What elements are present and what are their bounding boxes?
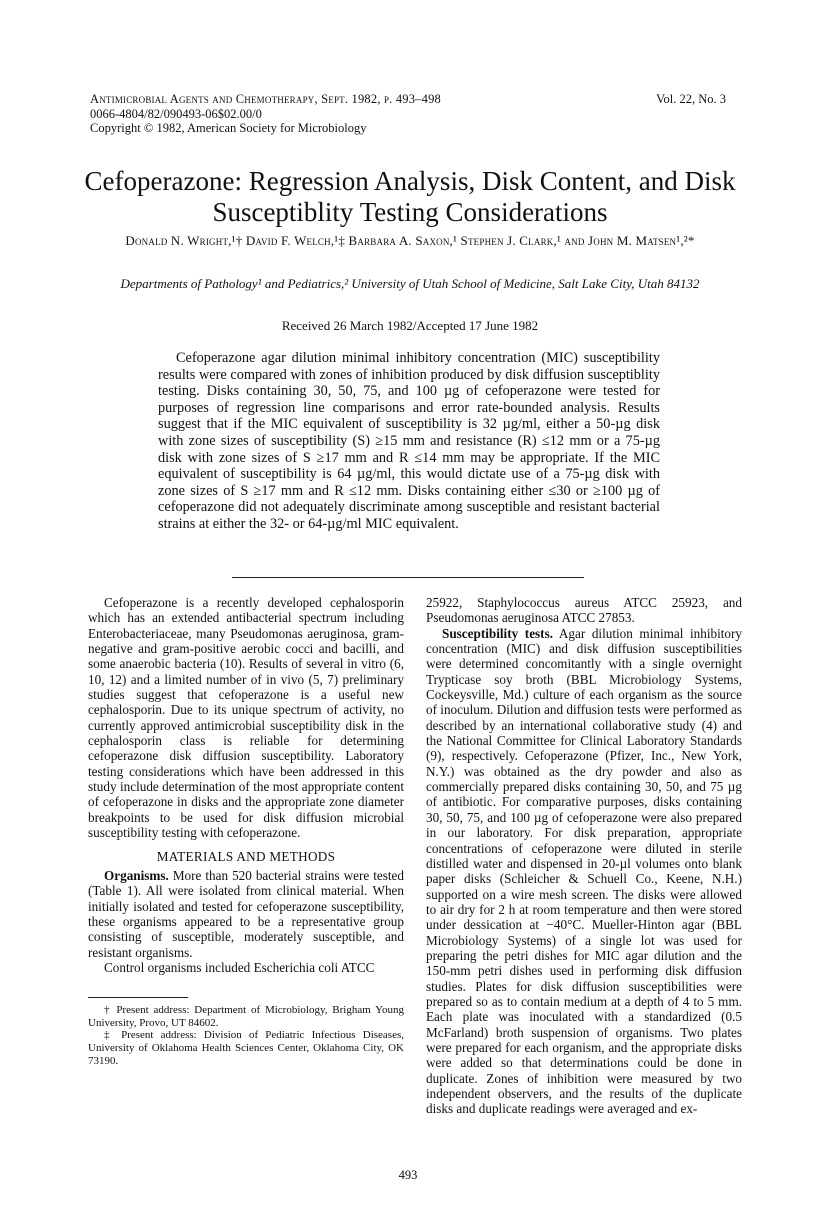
left-column [88,595,404,1067]
organisms-text: More than 520 bacterial strains were tested (Table 1). All were isolated from clinical material. When initially isolated and tested for cefoperazone susceptibility, these organisms appeared to be a representative group consisting of susceptible, moderately susceptible, and resistant organisms. [88,867,404,960]
copyright-line: Copyright © 1982, American Society for Microbiology [90,121,367,135]
intro-paragraph: Cefoperazone is a recently developed cephalosporin which has an extended antibacterial spectrum including Enterobacteriaceae, many Pseudomonas aeruginosa, gram-negative and gram-positive aerobic cocci and bacilli, and some anaerobic bacteria (10). Results of several in vitro (6, 10, 12) and a limited number of in vivo (5, 7) preliminary studies suggest that cefoperazone is a useful new cephalosporin. Due to its unique spectrum of activity, no currently approved antimicrobial susceptibility disk in the cephalosporin class is reliable for determining cefoperazone disk diffusion susceptibility. Laboratory testing considerations which have been addressed in this study include determination of the most appropriate content of cefoperazone in disks and the appropriate zone diameter breakpoints to be used for disk diffusion microbial susceptibility testing with cefoperazone. [88,595,404,841]
article-code: 0066-4804/82/090493-06$02.00/0 [90,106,262,121]
susceptibility-runin-head: Susceptibility tests. [442,625,553,641]
footnote-dagger: † Present address: Department of Microbiology, Brigham Young University, Provo, UT 84602. [88,1004,404,1029]
control-paragraph: Control organisms included Escherichia coli ATCC [104,959,375,975]
abstract: Cefoperazone agar dilution minimal inhibitory concentration (MIC) susceptibility results were compared with zones of inhibition produced by disk diffusion susceptiblity testing. Disks containing 30, 50, 75, and 100 µg of cefoperazone were tested for purposes of regression line comparisons and error rate-bounded analysis. Results suggest that if the MIC equivalent of susceptibility is 32 µg/ml, either a 50-µg disk with zone sizes of susceptibility (S) ≥15 mm and resistance (R) ≤12 mm or a 75-µg disk with zone sizes of S ≥17 mm and R ≤14 mm may be appropriate. If the MIC equivalent of susceptibility is 64 µg/ml, this would dictate use of a 75-µg disk with zone sizes of S ≥17 mm and R ≤12 mm. Disks containing either ≤30 or ≥100 µg of cefoperazone did not adequately discriminate among susceptible and resistant bacterial strains at either the 32- or 64-µg/ml MIC equivalent. [158,350,660,532]
affiliation: Departments of Pathology¹ and Pediatrics,² University of Utah School of Medicine, Salt Lake City, Utah 84132 [120,276,700,291]
control-continued: 25922, Staphylococcus aureus ATCC 25923, and Pseudomonas aeruginosa ATCC 27853. [426,595,742,626]
section-heading-methods: MATERIALS AND METHODS [156,848,336,864]
received-dates: Received 26 March 1982/Accepted 17 June 1982 [281,318,539,333]
footnote-divider [88,997,188,998]
author-list: Donald N. Wright,¹† David F. Welch,¹‡ Barbara A. Saxon,¹ Stephen J. Clark,¹ and John M. Matsen¹,²* [125,233,695,248]
right-column [426,595,742,1117]
article-title: Cefoperazone: Regression Analysis, Disk Content, and Disk Susceptiblity Testing Considerations [84,166,736,227]
volume-issue: Vol. 22, No. 3 [656,92,726,106]
abstract-divider [232,577,584,578]
journal-citation: Antimicrobial Agents and Chemotherapy, Sept. 1982, p. 493–498 [90,92,441,106]
page-number: 493 [398,1168,418,1182]
susceptibility-paragraph [426,626,742,1117]
susceptibility-text: Agar dilution minimal inhibitory concentration (MIC) and disk diffusion susceptibilities were determined concomitantly with a single overnight Trypticase soy broth (BBL Microbiology Systems, Cockeysville, Md.) culture of each organism as the source of inoculum. Dilution and diffusion tests were performed as described by an international collaborative study (4) and the National Committee for Clinical Laboratory Standards (9), respectively. Cefoperazone (Pfizer, Inc., New York, N.Y.) was obtained as the dry powder and also as commercially prepared disks containing 30, 50, and 75 µg of antibiotic. For comparative purposes, disks containing 30, 50, 75, and 100 µg of cefoperazone were also prepared in our laboratory. For disk preparation, appropriate concentrations of cefoperazone were diluted in sterile distilled water and dispensed in 20-µl volumes onto blank paper disks (Schleicher & Schuell Co., Keene, N.H.) supported on a wire mesh screen. The disks were allowed to air dry for 2 h at room temperature and then were stored under dessication at −40°C. Mueller-Hinton agar (BBL Microbiology Systems) of a single lot was used for preparing the petri dishes for MIC agar dilution and the 150-mm petri dishes used in performing disk diffusion studies. Plates for disk diffusion susceptibilities were prepared so as to contain medium at a depth of 4 to 5 mm. Each plate was inoculated with a standardized (0.5 McFarland) broth suspension of organisms. Two plates were prepared for each organism, and the appropriate disks were added so that determinations could be done in duplicate. Zones of inhibition were measured by two independent observers, and the results of the duplicate disks and duplicate readings were averaged and ex- [426,625,742,1117]
running-header [90,92,441,136]
organisms-runin-head: Organisms. [104,867,169,883]
organisms-paragraph [88,868,404,960]
footnote-double-dagger: ‡ Present address: Division of Pediatric Infectious Diseases, University of Oklahoma Health Sciences Center, Oklahoma City, OK 73190. [88,1029,404,1067]
